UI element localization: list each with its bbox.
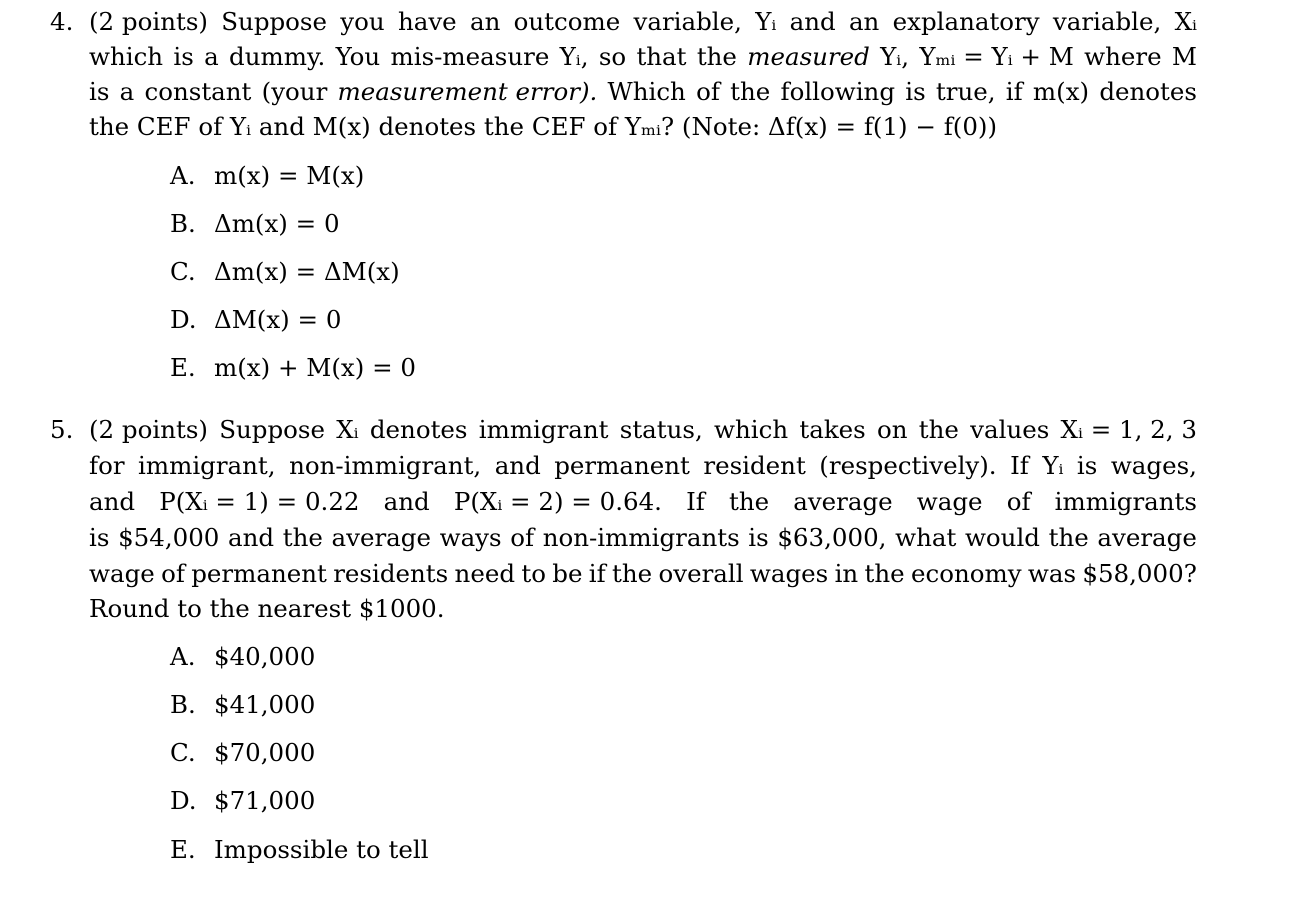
option-text: m(x) + M(x) = 0	[214, 353, 416, 382]
points-label: (2 points)	[89, 415, 208, 444]
question-text-line: for immigrant, non-immigrant, and permanent resident (respectively). If Yᵢ is wages,	[89, 451, 1197, 480]
question-text-line: is a constant (your measurement error). Which of the following is true, if m(x) denotes	[89, 77, 1197, 106]
option-label: E.	[170, 353, 196, 382]
option-text: ΔM(x) = 0	[214, 305, 342, 334]
option-label: A.	[170, 642, 196, 671]
answer-option	[170, 690, 316, 719]
answer-option	[170, 786, 316, 815]
option-label: B.	[170, 690, 196, 719]
option-label: D.	[170, 786, 197, 815]
option-text: $70,000	[214, 738, 316, 767]
question-text-line: and P(Xᵢ = 1) = 0.22 and P(Xᵢ = 2) = 0.64. If the average wage of immigrants	[89, 487, 1197, 516]
question-text-line: the CEF of Yᵢ and M(x) denotes the CEF of Yₘᵢ? (Note: Δf(x) = f(1) − f(0))	[89, 112, 998, 141]
option-text: Δm(x) = 0	[214, 209, 340, 238]
answer-option	[170, 738, 316, 767]
question-text-line: wage of permanent residents need to be if the overall wages in the economy was $58,000?	[89, 559, 1197, 588]
answer-option	[170, 161, 365, 190]
question-text-line: is $54,000 and the average ways of non-immigrants is $63,000, what would the average	[89, 523, 1197, 552]
points-label: (2 points)	[89, 7, 208, 36]
option-text: Δm(x) = ΔM(x)	[214, 257, 400, 286]
option-label: E.	[170, 835, 196, 864]
option-text: $41,000	[214, 690, 316, 719]
answer-option	[170, 305, 342, 334]
answer-option	[170, 835, 429, 864]
option-text: Impossible to tell	[214, 835, 429, 864]
question-text-line: Round to the nearest $1000.	[89, 594, 445, 623]
question-text-line: (2 points) Suppose you have an outcome variable, Yᵢ and an explanatory variable, Xᵢ	[89, 7, 1197, 36]
question-text-line: (2 points) Suppose Xᵢ denotes immigrant status, which takes on the values Xᵢ = 1, 2, 3	[89, 415, 1197, 444]
question-number: 5.	[50, 415, 74, 444]
answer-option	[170, 257, 400, 286]
option-label: C.	[170, 738, 196, 767]
option-label: C.	[170, 257, 196, 286]
option-label: D.	[170, 305, 197, 334]
option-text: $40,000	[214, 642, 316, 671]
answer-option	[170, 642, 316, 671]
option-label: A.	[170, 161, 196, 190]
answer-option	[170, 209, 340, 238]
option-label: B.	[170, 209, 196, 238]
option-text: $71,000	[214, 786, 316, 815]
question-text-line: which is a dummy. You mis-measure Yᵢ, so that the measured Yᵢ, Yₘᵢ = Yᵢ + M where M	[89, 42, 1197, 71]
answer-option	[170, 353, 416, 382]
option-text: m(x) = M(x)	[214, 161, 365, 190]
question-number: 4.	[50, 7, 74, 36]
